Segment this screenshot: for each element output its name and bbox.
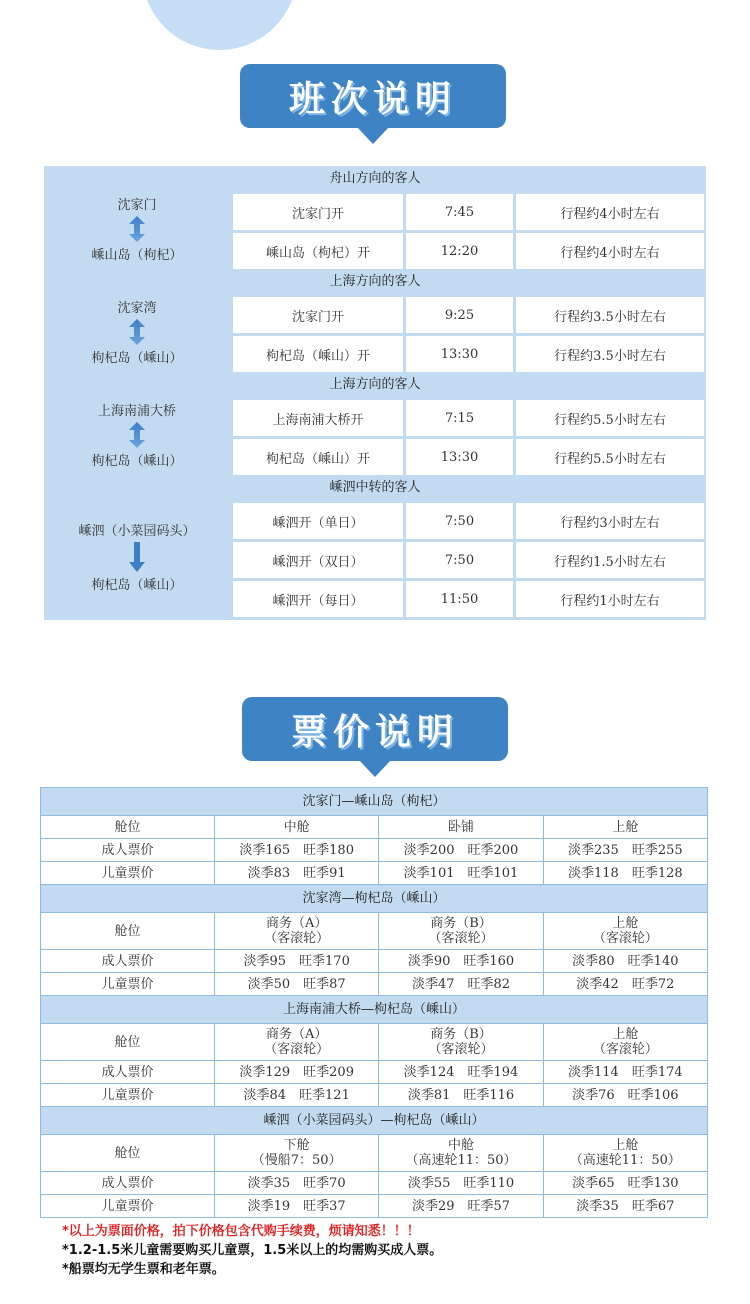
price-section-header <box>41 996 708 1024</box>
adult-price-label: 成人票价 <box>41 1061 215 1084</box>
note-line: *船票均无学生票和老年票。 <box>62 1262 225 1277</box>
cabin-type <box>379 1135 543 1172</box>
child-price: 淡季35 旺季67 <box>543 1195 707 1218</box>
double-arrow-icon <box>128 216 146 246</box>
cabin-type-line: 上舱 <box>612 1027 639 1042</box>
adult-price: 淡季129 旺季209 <box>215 1061 379 1084</box>
child-price: 淡季42 旺季72 <box>543 973 707 996</box>
child-price: 淡季29 旺季57 <box>379 1195 543 1218</box>
schedule-table <box>44 166 706 620</box>
cabin-row <box>41 816 708 839</box>
cabin-type <box>543 816 707 839</box>
route-to: 枸杞岛（嵊山） <box>91 453 183 469</box>
departure-time: 11:50 <box>406 581 513 617</box>
adult-price: 淡季95 旺季170 <box>215 950 379 973</box>
price-section-title: 上海南浦大桥—枸杞岛（嵊山） <box>41 996 708 1024</box>
child-price-label: 儿童票价 <box>41 1195 215 1218</box>
adult-price: 淡季124 旺季194 <box>379 1061 543 1084</box>
note-line: *以上为票面价格，拍下价格包含代购手续费，烦请知悉！！！ <box>62 1224 420 1239</box>
departure-time: 7:50 <box>406 503 513 539</box>
cabin-type-line: （客滚轮） <box>428 931 494 946</box>
schedule-section <box>44 295 706 372</box>
note-line: *1.2-1.5米儿童需要购买儿童票，1.5米以上的均需购买成人票。 <box>62 1243 443 1258</box>
table-row <box>230 503 704 539</box>
cabin-type <box>215 1135 379 1172</box>
child-price: 淡季84 旺季121 <box>215 1084 379 1107</box>
table-row <box>230 297 704 333</box>
cabin-type <box>379 1024 543 1061</box>
cabin-type <box>379 913 543 950</box>
schedule-section <box>44 398 706 475</box>
trip-duration: 行程约1小时左右 <box>516 581 704 617</box>
cabin-label: 舱位 <box>41 816 215 839</box>
departure: 沈家门开 <box>233 297 403 333</box>
cabin-type-line: 下舱 <box>283 1138 310 1153</box>
adult-price: 淡季235 旺季255 <box>543 839 707 862</box>
child-price: 淡季50 旺季87 <box>215 973 379 996</box>
trip-duration: 行程约4小时左右 <box>516 233 704 269</box>
cabin-row <box>41 1135 708 1172</box>
adult-price: 淡季65 旺季130 <box>543 1172 707 1195</box>
price-section-header <box>41 788 708 816</box>
cabin-type-line: （高速轮11：50） <box>569 1153 681 1168</box>
child-price-label: 儿童票价 <box>41 1084 215 1107</box>
table-row <box>230 194 704 230</box>
cabin-type-line: 商务（A） <box>265 916 328 931</box>
schedule-banner: 班次说明 <box>240 64 506 128</box>
cabin-row <box>41 1024 708 1061</box>
cabin-row <box>41 913 708 950</box>
adult-price: 淡季114 旺季174 <box>543 1061 707 1084</box>
adult-price-label: 成人票价 <box>41 839 215 862</box>
price-table <box>40 787 708 1218</box>
route-to: 嵊山岛（枸杞） <box>91 247 183 263</box>
schedule-section-title: 上海方向的客人 <box>44 269 706 295</box>
double-arrow-icon <box>128 319 146 349</box>
cabin-type-line: （客滚轮） <box>264 931 330 946</box>
route-info <box>44 295 230 372</box>
price-banner: 票价说明 <box>242 697 508 761</box>
trip-duration: 行程约3.5小时左右 <box>516 336 704 372</box>
price-section-title: 沈家湾—枸杞岛（嵊山） <box>41 885 708 913</box>
adult-price: 淡季80 旺季140 <box>543 950 707 973</box>
trip-duration: 行程约5.5小时左右 <box>516 439 704 475</box>
cabin-type <box>215 913 379 950</box>
cabin-type-line: （客滚轮） <box>592 1042 658 1057</box>
schedule-section-title: 上海方向的客人 <box>44 372 706 398</box>
departure-time: 13:30 <box>406 336 513 372</box>
child-price-row <box>41 973 708 996</box>
route-to: 枸杞岛（嵊山） <box>91 578 183 593</box>
table-row <box>230 439 704 475</box>
child-price-label: 儿童票价 <box>41 862 215 885</box>
route-from: 沈家湾 <box>117 300 157 316</box>
trip-duration: 行程约1.5小时左右 <box>516 542 704 578</box>
adult-price-label: 成人票价 <box>41 950 215 973</box>
schedule-section <box>44 501 706 617</box>
adult-price: 淡季165 旺季180 <box>215 839 379 862</box>
departure: 嵊泗开（每日） <box>233 581 403 617</box>
departure: 枸杞岛（嵊山）开 <box>233 336 403 372</box>
schedule-section-title: 嵊泗中转的客人 <box>44 475 706 501</box>
departure-time: 7:15 <box>406 400 513 436</box>
cabin-type-line: （高速轮11：50） <box>405 1153 517 1168</box>
table-row <box>230 233 704 269</box>
departure-time: 13:30 <box>406 439 513 475</box>
cabin-type <box>543 1135 707 1172</box>
adult-price-row <box>41 1172 708 1195</box>
adult-price-row <box>41 839 708 862</box>
child-price: 淡季83 旺季91 <box>215 862 379 885</box>
cabin-type-line: 中舱 <box>447 1138 474 1153</box>
trip-duration: 行程约4小时左右 <box>516 194 704 230</box>
child-price: 淡季118 旺季128 <box>543 862 707 885</box>
trip-duration: 行程约3小时左右 <box>516 503 704 539</box>
schedule-rows <box>230 501 706 617</box>
cabin-type <box>543 1024 707 1061</box>
child-price: 淡季47 旺季82 <box>379 973 543 996</box>
price-section-header <box>41 1107 708 1135</box>
route-info <box>44 398 230 475</box>
trip-duration: 行程约3.5小时左右 <box>516 297 704 333</box>
child-price-row <box>41 862 708 885</box>
cabin-type <box>543 913 707 950</box>
cabin-type-line: （客滚轮） <box>264 1042 330 1057</box>
departure: 嵊山岛（枸杞）开 <box>233 233 403 269</box>
departure: 沈家门开 <box>233 194 403 230</box>
departure-time: 7:45 <box>406 194 513 230</box>
adult-price: 淡季200 旺季200 <box>379 839 543 862</box>
departure: 上海南浦大桥开 <box>233 400 403 436</box>
route-from: 上海南浦大桥 <box>97 403 176 419</box>
child-price-row <box>41 1084 708 1107</box>
cabin-type-line: 上舱 <box>612 819 639 835</box>
route-from: 嵊泗（小菜园码头） <box>78 524 196 539</box>
adult-price: 淡季35 旺季70 <box>215 1172 379 1195</box>
cabin-type <box>215 816 379 839</box>
decorative-circle <box>142 0 297 50</box>
cabin-type-line: 上舱 <box>612 1138 639 1153</box>
cabin-type <box>379 816 543 839</box>
cabin-type-line: 中舱 <box>283 819 310 835</box>
schedule-section <box>44 192 706 269</box>
price-section-title: 嵊泗（小菜园码头）—枸杞岛（嵊山） <box>41 1107 708 1135</box>
adult-price: 淡季90 旺季160 <box>379 950 543 973</box>
schedule-section-title: 舟山方向的客人 <box>44 166 706 192</box>
table-row <box>230 400 704 436</box>
adult-price-row <box>41 950 708 973</box>
departure-time: 12:20 <box>406 233 513 269</box>
table-row <box>230 336 704 372</box>
cabin-type-line: 商务（B） <box>430 1027 492 1042</box>
route-info <box>44 192 230 269</box>
table-row <box>230 581 704 617</box>
route-from: 沈家门 <box>117 197 157 213</box>
cabin-type-line: （慢船7：50） <box>251 1153 342 1168</box>
child-price: 淡季101 旺季101 <box>379 862 543 885</box>
child-price-row <box>41 1195 708 1218</box>
cabin-type-line: 商务（B） <box>430 916 492 931</box>
adult-price: 淡季55 旺季110 <box>379 1172 543 1195</box>
cabin-label: 舱位 <box>41 1024 215 1061</box>
cabin-label: 舱位 <box>41 913 215 950</box>
cabin-type-line: 上舱 <box>612 916 639 931</box>
cabin-type <box>215 1024 379 1061</box>
child-price-label: 儿童票价 <box>41 973 215 996</box>
cabin-type-line: （客滚轮） <box>428 1042 494 1057</box>
route-info <box>44 501 230 617</box>
schedule-rows <box>230 192 706 269</box>
double-arrow-icon <box>128 422 146 452</box>
price-section-title: 沈家门—嵊山岛（枸杞） <box>41 788 708 816</box>
departure: 枸杞岛（嵊山）开 <box>233 439 403 475</box>
schedule-rows <box>230 295 706 372</box>
table-row <box>230 542 704 578</box>
adult-price-label: 成人票价 <box>41 1172 215 1195</box>
schedule-rows <box>230 398 706 475</box>
departure-time: 9:25 <box>406 297 513 333</box>
departure: 嵊泗开（单日） <box>233 503 403 539</box>
notes <box>62 1222 722 1279</box>
cabin-label: 舱位 <box>41 1135 215 1172</box>
child-price: 淡季81 旺季116 <box>379 1084 543 1107</box>
cabin-type-line: 卧铺 <box>447 819 474 835</box>
child-price: 淡季76 旺季106 <box>543 1084 707 1107</box>
route-to: 枸杞岛（嵊山） <box>91 350 183 366</box>
adult-price-row <box>41 1061 708 1084</box>
trip-duration: 行程约5.5小时左右 <box>516 400 704 436</box>
price-section-header <box>41 885 708 913</box>
departure-time: 7:50 <box>406 542 513 578</box>
cabin-type-line: 商务（A） <box>265 1027 328 1042</box>
departure: 嵊泗开（双日） <box>233 542 403 578</box>
arrow-down-icon <box>129 542 145 576</box>
child-price: 淡季19 旺季37 <box>215 1195 379 1218</box>
cabin-type-line: （客滚轮） <box>592 931 658 946</box>
